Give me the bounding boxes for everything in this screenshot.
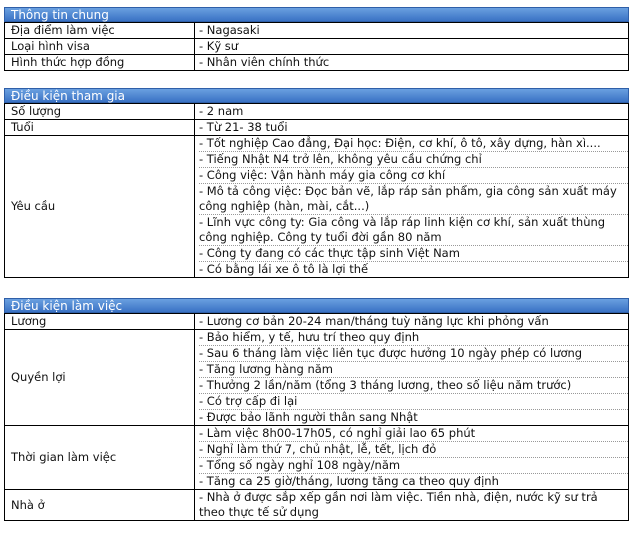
housing-label: Nhà ở bbox=[5, 490, 195, 521]
list-item-text: công nghiệp (hàn, mài, cắt...) bbox=[199, 199, 370, 213]
list-item bbox=[199, 168, 628, 184]
list-item-text: - Công việc: Vận hành máy gia công cơ khí bbox=[199, 168, 446, 182]
row-label: Địa điểm làm việc bbox=[5, 23, 195, 39]
list-item: - Được bảo lãnh người thân sang Nhật bbox=[199, 410, 418, 424]
general-header: Thông tin chung bbox=[4, 7, 629, 22]
list-item: - Nghỉ làm thứ 7, chủ nhật, lễ, tết, lịch đỏ bbox=[199, 442, 628, 458]
salary-label: Lương bbox=[5, 314, 195, 330]
list-item-text: công nghiệp. Công ty tuổi đời gần 80 năm bbox=[199, 230, 442, 244]
list-item: - Tăng lương hàng năm bbox=[199, 362, 628, 378]
row-value: - Kỹ sư bbox=[195, 39, 629, 55]
list-item-text: - Tốt nghiệp Cao đẳng, Đại học: Điện, cơ khí, ô tô, xây dựng, hàn xì.... bbox=[199, 136, 601, 150]
working-table bbox=[4, 313, 629, 521]
table-row bbox=[5, 314, 629, 330]
benefits-label: Quyền lợi bbox=[5, 330, 195, 426]
list-item bbox=[199, 262, 628, 277]
requirements-list bbox=[195, 136, 629, 278]
list-item: - Bảo hiểm, y tế, hưu trí theo quy định bbox=[199, 330, 628, 346]
list-item-text: - Mô tả công việc: Đọc bản vẽ, lắp ráp sản phẩm, gia công sản xuất máy bbox=[199, 184, 617, 198]
row-value: - Nagasaki bbox=[195, 23, 629, 39]
housing-line: theo thực tế sử dụng bbox=[199, 505, 319, 519]
table-row bbox=[5, 39, 629, 55]
row-label: Tuổi bbox=[5, 120, 195, 136]
table-row bbox=[5, 23, 629, 39]
row-value: - Từ 21- 38 tuổi bbox=[195, 120, 629, 136]
row-value: - 2 nam bbox=[195, 104, 629, 120]
participation-table bbox=[4, 103, 629, 278]
list-item-text: - Có bằng lái xe ô tô là lợi thế bbox=[199, 262, 369, 276]
row-label: Loại hình visa bbox=[5, 39, 195, 55]
table-row bbox=[5, 120, 629, 136]
row-label: Số lượng bbox=[5, 104, 195, 120]
housing-line: - Nhà ở được sắp xếp gần nơi làm việc. Tiền nhà, điện, nước kỹ sư trả bbox=[199, 490, 598, 504]
row-value: - Nhân viên chính thức bbox=[195, 55, 629, 71]
list-item bbox=[199, 215, 628, 246]
list-item: - Tăng ca 25 giờ/tháng, lương tăng ca theo quy định bbox=[199, 474, 499, 488]
list-item: - Sau 6 tháng làm việc liên tục được hưởng 10 ngày phép có lương bbox=[199, 346, 628, 362]
hours-label: Thời gian làm việc bbox=[5, 426, 195, 490]
housing-value bbox=[195, 490, 629, 521]
list-item bbox=[199, 152, 628, 168]
list-item bbox=[199, 246, 628, 262]
working-section bbox=[4, 298, 629, 521]
list-item: - Thưởng 2 lần/năm (tổng 3 tháng lương, theo số liệu năm trước) bbox=[199, 378, 628, 394]
list-item-text: - Công ty đang có các thực tập sinh Việt Nam bbox=[199, 246, 460, 260]
table-row bbox=[5, 426, 629, 490]
hours-list bbox=[195, 426, 629, 490]
list-item: - Làm việc 8h00-17h05, có nghỉ giải lao 65 phút bbox=[199, 426, 628, 442]
table-row bbox=[5, 330, 629, 426]
list-item-text: - Lĩnh vực công ty: Gia công và lắp ráp linh kiện cơ khí, sản xuất thùng bbox=[199, 215, 606, 229]
general-table bbox=[4, 22, 629, 71]
row-label: Hình thức hợp đồng bbox=[5, 55, 195, 71]
requirements-label: Yêu cầu bbox=[5, 136, 195, 278]
list-item bbox=[199, 136, 628, 152]
table-row bbox=[5, 55, 629, 71]
table-row bbox=[5, 490, 629, 521]
participation-header: Điều kiện tham gia bbox=[4, 88, 629, 103]
table-row bbox=[5, 136, 629, 278]
participation-section bbox=[4, 88, 629, 278]
table-row bbox=[5, 104, 629, 120]
list-item-text: - Tiếng Nhật N4 trở lên, không yêu cầu chứng chỉ bbox=[199, 152, 482, 166]
working-header: Điều kiện làm việc bbox=[4, 298, 629, 313]
general-section bbox=[4, 7, 629, 71]
list-item: - Có trợ cấp đi lại bbox=[199, 394, 628, 410]
salary-value: - Lương cơ bản 20-24 man/tháng tuỳ năng lực khi phỏng vấn bbox=[195, 314, 629, 330]
list-item: - Tổng số ngày nghỉ 108 ngày/năm bbox=[199, 458, 628, 474]
list-item bbox=[199, 184, 628, 215]
benefits-list bbox=[195, 330, 629, 426]
